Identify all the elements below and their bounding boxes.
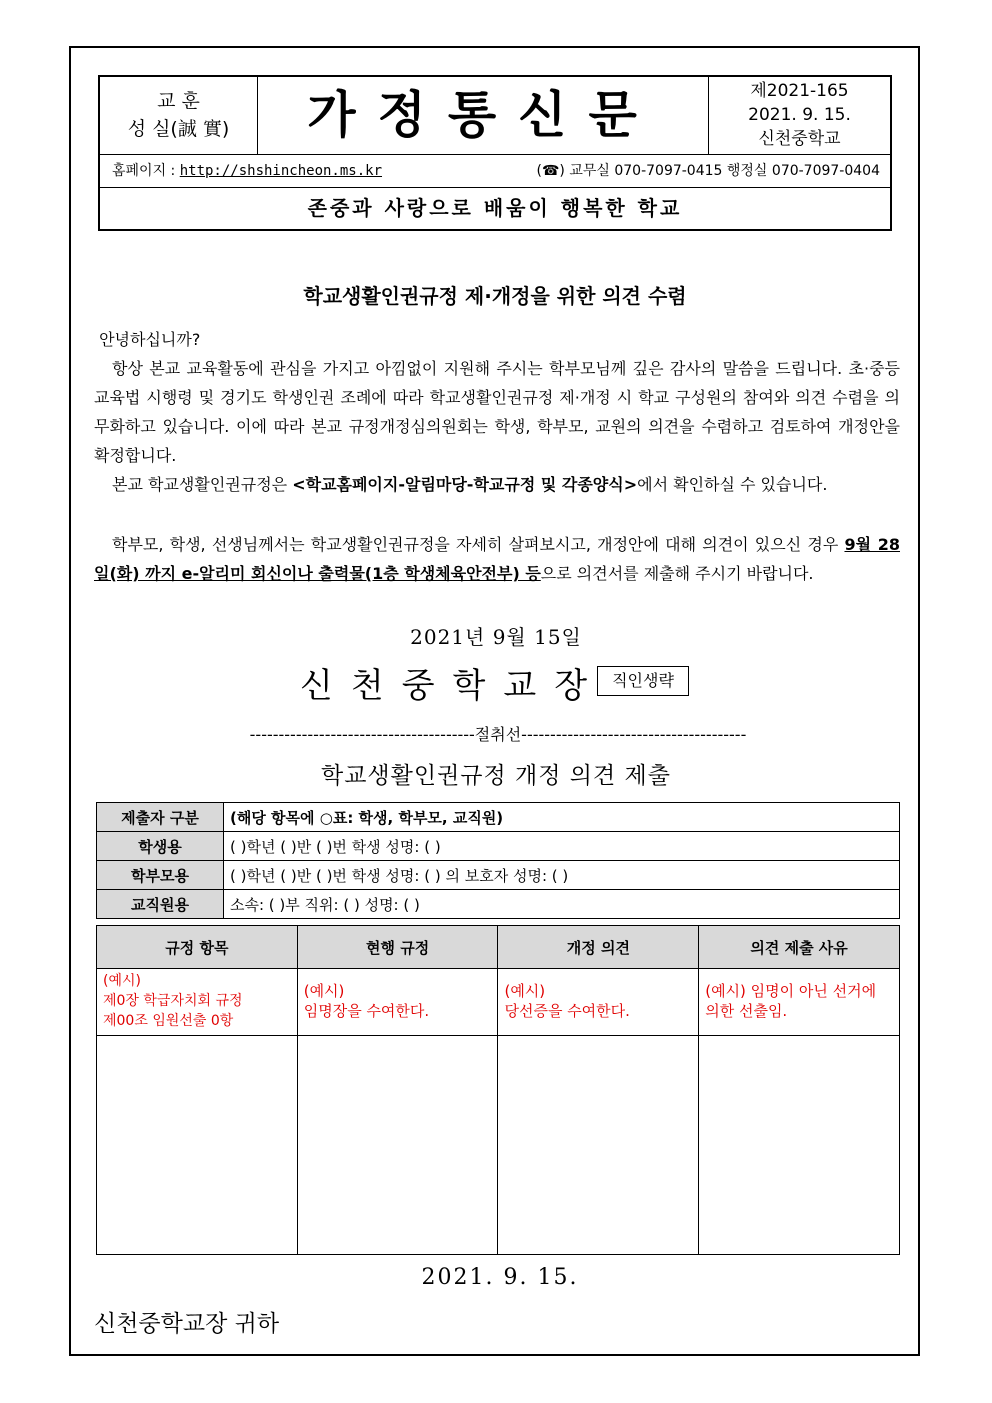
row-label: 학생용: [97, 832, 224, 861]
homepage: [112, 155, 382, 187]
column-header: 규정 항목: [97, 926, 298, 969]
homepage-link[interactable]: http://shshincheon.ms.kr: [179, 163, 383, 179]
form-title: 학교생활인권규정 개정 의견 제출: [321, 763, 671, 789]
student-field[interactable]: ( )학년 ( )반 ( )번 학생 성명: ( ): [224, 832, 900, 861]
form-date: 2021. 9. 15.: [421, 1265, 579, 1290]
table-row: [97, 832, 900, 861]
cut-line: ---------------------------------------절취선---------------------------------------: [249, 725, 747, 744]
greeting-text: 안녕하십니까?: [99, 330, 201, 349]
phone-numbers: (☎) 교무실 070-7097-0415 행정실 070-7097-0404: [536, 163, 880, 179]
table-header-row: [97, 926, 900, 969]
submitter-table: [96, 802, 900, 919]
paragraph-2: [94, 470, 900, 499]
motto-label: 교 훈: [157, 90, 200, 112]
p3-text-end: 으로 의견서를 제출해 주시기 바랍니다.: [540, 564, 814, 583]
entry-cell[interactable]: [297, 1036, 498, 1255]
newsletter-title: 가정통신문: [307, 86, 659, 144]
doc-date: 2021. 9. 15.: [748, 105, 851, 125]
staff-field[interactable]: 소속: ( )부 직위: ( ) 성명: ( ): [224, 890, 900, 919]
paragraph-3: [94, 530, 900, 588]
contact-row: [100, 154, 890, 188]
submitter-type-field[interactable]: (해당 항목에 ○표: 학생, 학부모, 교직원): [224, 803, 900, 832]
p2-text: 본교 학교생활인권규정은: [112, 475, 293, 494]
entry-cell[interactable]: [498, 1036, 699, 1255]
parent-field[interactable]: ( )학년 ( )반 ( )번 학생 성명: ( ) 의 보호자 성명: ( ): [224, 861, 900, 890]
school-slogan: 존중과 사랑으로 배움이 행복한 학교: [307, 196, 683, 220]
example-cell: (예시) 임명이 아닌 선거에 의한 선출임.: [699, 969, 900, 1036]
opinion-table: [96, 925, 900, 1255]
doc-number: 제2021-165: [750, 81, 849, 101]
letter-date: 2021년 9월 15일: [410, 625, 582, 649]
addressee: 신천중학교장 귀하: [94, 1311, 280, 1337]
entry-cell[interactable]: [97, 1036, 298, 1255]
greeting: [94, 325, 900, 354]
motto-text: 성 실(誠 實): [127, 118, 230, 140]
row-label: 교직원용: [97, 890, 224, 919]
example-cell: (예시) 제0장 학급자치회 규정 제00조 임원선출 0항: [97, 969, 298, 1036]
paragraph-1: 항상 본교 교육활동에 관심을 가지고 아낌없이 지원해 주시는 학부모님께 깊은 감사의 말씀을 드립니다. 초·중등 교육법 시행령 및 경기도 학생인권 조례에 따라 학교생활인권규정 제·개정 시 학교 구성원의 참여와 의견 수렴을 의무화하고 있습니다. 이에 따라 본교 규정개정심의원회는 학생, 학부모, 교원의 의견을 수렴하고 검토하여 개정안을 확정합니다.: [94, 359, 900, 465]
row-label: 제출자 구분: [97, 803, 224, 832]
p3-deadline: 9월 28일(화) 까지 e-알리미 회신이나 출력물(1층 학생체육안전부) 등: [94, 535, 900, 583]
table-row: [97, 890, 900, 919]
row-label: 학부모용: [97, 861, 224, 890]
school-motto: [100, 77, 258, 154]
example-cell: (예시) 임명장을 수여한다.: [297, 969, 498, 1036]
example-cell: (예시) 당선증을 수여한다.: [498, 969, 699, 1036]
entry-cell[interactable]: [699, 1036, 900, 1255]
table-row: [97, 803, 900, 832]
table-row: [97, 861, 900, 890]
column-header: 개정 의견: [498, 926, 699, 969]
p3-text: 학부모, 학생, 선생님께서는 학교생활인권규정을 자세히 살펴보시고, 개정안에 대해 의견이 있으신 경우: [112, 535, 845, 554]
newsletter-header: [98, 75, 892, 231]
column-header: 현행 규정: [297, 926, 498, 969]
principal-signature: 신천중학교장: [300, 666, 606, 706]
seal-omitted-box: 직인생략: [597, 666, 689, 696]
school-name: 신천중학교: [758, 129, 841, 149]
p2-path: <학교홈페이지-알림마당-학교규정 및 각종양식>: [292, 475, 638, 494]
homepage-label: 홈페이지 :: [112, 163, 176, 179]
column-header: 의견 제출 사유: [699, 926, 900, 969]
letter-title: 학교생활인권규정 제·개정을 위한 의견 수렴: [303, 284, 687, 308]
entry-row: [97, 1036, 900, 1255]
p2-text-end: 에서 확인하실 수 있습니다.: [637, 475, 828, 494]
doc-info: [708, 77, 890, 154]
example-row: [97, 969, 900, 1036]
